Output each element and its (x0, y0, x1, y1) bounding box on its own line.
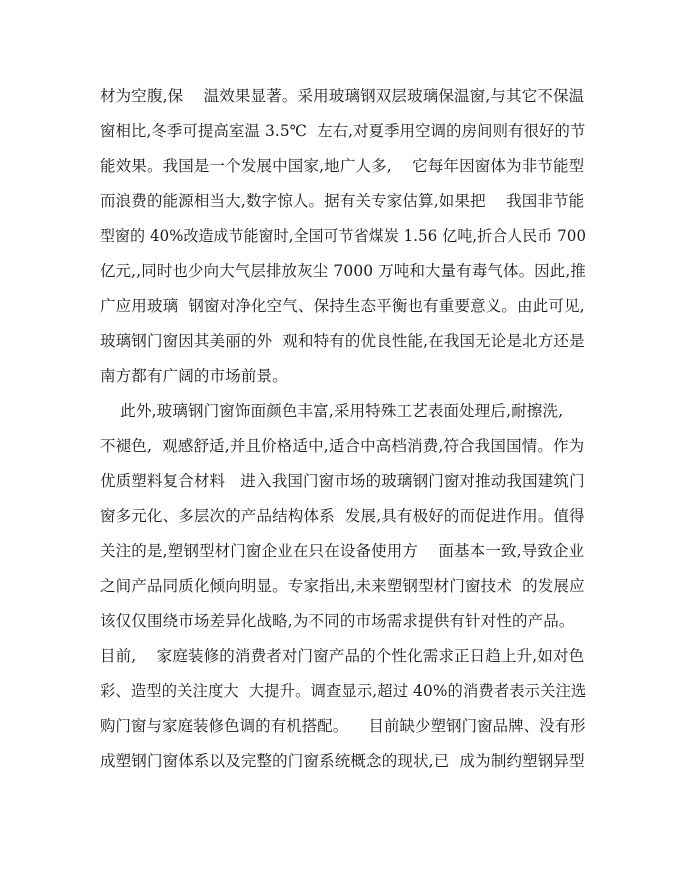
text-line: 彩、造型的关注度大 大提升。调查显示,超过 40%的消费者表示关注选 (100, 682, 587, 700)
text-line: 玻璃钢门窗因其美丽的外 观和特有的优良性能,在我国无论是北方还是 (100, 332, 585, 350)
text-line: 材为空腹,保 温效果显著。采用玻璃钢双层玻璃保温窗,与其它不保温 (100, 87, 585, 105)
text-line: 南方都有广阔的市场前景。 (100, 367, 288, 385)
text-line: 目前, 家庭装修的消费者对门窗产品的个性化需求正日趋上升,如对色 (100, 647, 585, 665)
text-line: 型窗的 40%改造成节能窗时,全国可节省煤炭 1.56 亿吨,折合人民币 700 (100, 227, 587, 245)
text-line: 亿元,,同时也少向大气层排放灰尘 7000 万吨和大量有毒气体。因此,推 (100, 262, 586, 280)
text-line: 窗多元化、多层次的产品结构体系 发展,具有极好的而促进作用。值得 (100, 507, 585, 525)
text-line: 广应用玻璃 钢窗对净化空气、保持生态平衡也有重要意义。由此可见, (100, 297, 585, 315)
text-line: 关注的是,塑钢型材门窗企业在只在设备使用方 面基本一致,导致企业 (100, 542, 585, 560)
text-line: 能效果。我国是一个发展中国家,地广人多, 它每年因窗体为非节能型 (100, 157, 585, 175)
text-line: 优质塑料复合材料 进入我国门窗市场的玻璃钢门窗对推动我国建筑门 (100, 472, 585, 490)
text-line: 而浪费的能源相当大,数字惊人。据有关专家估算,如果把 我国非节能 (100, 192, 585, 210)
text-line: 不褪色, 观感舒适,并且价格适中,适合中高档消费,符合我国国情。作为 (100, 437, 585, 455)
text-line: 此外,玻璃钢门窗饰面颜色丰富,采用特殊工艺表面处理后,耐擦洗, (100, 402, 564, 420)
text-line: 窗相比,冬季可提高室温 3.5℃ 左右,对夏季用空调的房间则有很好的节 (100, 122, 586, 140)
text-line: 之间产品同质化倾向明显。专家指出,未来塑钢型材门窗技术 的发展应 (100, 577, 585, 595)
text-line: 购门窗与家庭装修色调的有机搭配。 目前缺少塑钢门窗品牌、没有形 (100, 717, 586, 735)
text-line: 该仅仅围绕市场差异化战略,为不同的市场需求提供有针对性的产品。 (100, 612, 575, 630)
text-line: 成塑钢门窗体系以及完整的门窗系统概念的现状,已 成为制约塑钢异型 (100, 752, 585, 770)
